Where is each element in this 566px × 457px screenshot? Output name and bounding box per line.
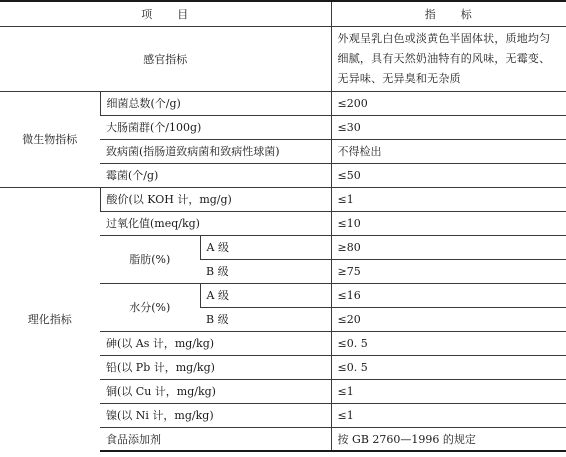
micro-label: 微生物指标: [0, 91, 100, 187]
fat-value: ≥80: [331, 235, 566, 259]
moisture-value: ≤20: [331, 307, 566, 331]
physchem-label: 理化指标: [0, 187, 100, 451]
micro-item: 细菌总数(个/g): [100, 91, 331, 115]
sensory-row: [0, 26, 566, 91]
micro-value: 不得检出: [331, 139, 566, 163]
physchem-value: ≤1: [331, 403, 566, 427]
micro-value: ≤200: [331, 91, 566, 115]
physchem-item: 砷(以 As 计，mg/kg): [100, 331, 331, 355]
moisture-label: 水分(%): [100, 283, 200, 331]
micro-value: ≤30: [331, 115, 566, 139]
physchem-value: ≤1: [331, 187, 566, 211]
physchem-value: ≤1: [331, 379, 566, 403]
fat-value: ≥75: [331, 259, 566, 283]
header-row: [0, 1, 566, 26]
header-item: 项 目: [0, 1, 331, 26]
micro-value: ≤50: [331, 163, 566, 187]
physchem-item: 酸价(以 KOH 计，mg/g): [100, 187, 331, 211]
physchem-item: 食品添加剂: [100, 427, 331, 451]
micro-item: 霉菌(个/g): [100, 163, 331, 187]
micro-item: 致病菌(指肠道致病菌和致病性球菌): [100, 139, 331, 163]
header-indicator: 指 标: [331, 1, 566, 26]
physchem-item: 铜(以 Cu 计，mg/kg): [100, 379, 331, 403]
physchem-value: ≤0. 5: [331, 331, 566, 355]
moisture-grade: B 级: [200, 307, 331, 331]
moisture-grade: A 级: [200, 283, 331, 307]
moisture-value: ≤16: [331, 283, 566, 307]
micro-item: 大肠菌群(个/100g): [100, 115, 331, 139]
physchem-value: ≤10: [331, 211, 566, 235]
physchem-value: 按 GB 2760—1996 的规定: [331, 427, 566, 451]
micro-row: [0, 91, 566, 115]
sensory-value: 外观呈乳白色或淡黄色半固体状，质地均匀细腻，具有天然奶油特有的风味，无霉变、无异味、无异臭和无杂质: [331, 26, 566, 91]
fat-grade: B 级: [200, 259, 331, 283]
sensory-label: 感官指标: [0, 26, 331, 91]
physchem-item: 过氧化值(meq/kg): [100, 211, 331, 235]
physchem-item: 铅(以 Pb 计，mg/kg): [100, 355, 331, 379]
physchem-value: ≤0. 5: [331, 355, 566, 379]
physchem-row: [0, 187, 566, 211]
fat-grade: A 级: [200, 235, 331, 259]
fat-label: 脂肪(%): [100, 235, 200, 283]
physchem-item: 镍(以 Ni 计，mg/kg): [100, 403, 331, 427]
